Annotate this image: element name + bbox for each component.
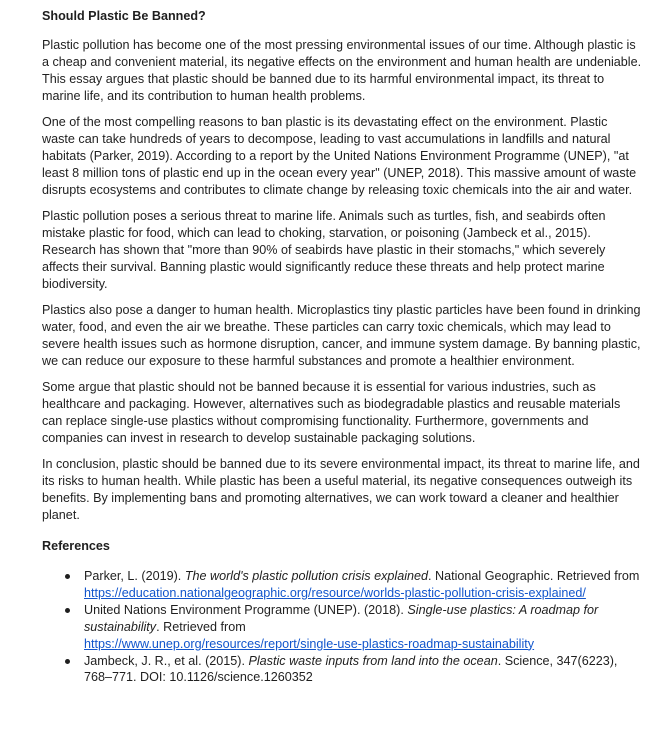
references-list xyxy=(42,568,643,686)
reference-title: Single-use plastics: A roadmap for sustainability xyxy=(84,602,599,634)
reference-link[interactable]: https://www.unep.org/resources/report/single-use-plastics-roadmap-sustainability xyxy=(84,636,535,651)
reference-item xyxy=(84,568,643,602)
reference-item xyxy=(84,653,643,687)
reference-title: The world's plastic pollution crisis explained xyxy=(184,568,429,583)
bullet-icon xyxy=(65,574,70,579)
reference-text: United Nations Environment Programme (UNEP). (2018). xyxy=(84,602,408,617)
paragraph-human-health: Plastics also pose a danger to human health. Microplastics tiny plastic particles have been found in drinking water, food, and even the air we breathe. These particles can carry toxic chemicals, which may lead to severe health issues such as hormone disruption, cancer, and immune system damage. By banning plastic, we can reduce our exposure to these harmful substances and promote a healthier environment. xyxy=(42,303,641,368)
reference-text: Parker, L. (2019). xyxy=(84,568,185,583)
paragraph-counterargument: Some argue that plastic should not be banned because it is essential for various industries, such as healthcare and packaging. However, alternatives such as biodegradable plastics and reusable materials can replace single-use plastics without compromising functionality. Furthermore, governments and companies can invest in research to develop sustainable packaging solutions. xyxy=(42,380,621,446)
reference-text: Jambeck, J. R., et al. (2015). xyxy=(84,653,249,668)
paragraph-marine-life: Plastic pollution poses a serious threat to marine life. Animals such as turtles, fish, and seabirds often mistake plastic for food, which can lead to choking, starvation, or poisoning (Jambeck et al., 2015). Research has shown that "more than 90% of seabirds have plastic in their stomachs," which severely affects their survival. Banning plastic would significantly reduce these threats and help protect marine biodiversity. xyxy=(42,209,606,291)
paragraph-conclusion: In conclusion, plastic should be banned due to its severe environmental impact, its threat to marine life, and its risks to human health. While plastic has been a useful material, its negative consequences outweigh its benefits. By implementing bans and promoting alternatives, we can work toward a cleaner and healthier planet. xyxy=(42,457,640,523)
paragraph-environment: One of the most compelling reasons to ban plastic is its devastating effect on the environment. Plastic waste can take hundreds of years to decompose, leading to vast accumulations in landfills and natural habitats (Parker, 2019). According to a report by the United Nations Environment Programme (UNEP), "at least 8 million tons of plastic end up in the ocean every year" (UNEP, 2018). This massive amount of waste disrupts ecosystems and contributes to climate change by releasing toxic chemicals into the air and water. xyxy=(42,115,637,197)
bullet-icon xyxy=(65,608,70,613)
reference-text: . Science, 347(6223), 768–771. DOI: 10.1126/science.1260352 xyxy=(84,653,618,685)
reference-item xyxy=(84,602,643,653)
essay-title: Should Plastic Be Banned? xyxy=(42,9,206,23)
reference-link[interactable]: https://education.nationalgeographic.org/resource/worlds-plastic-pollution-crisis-explained/ xyxy=(84,585,586,600)
reference-text: . Retrieved from xyxy=(156,619,246,634)
references-heading: References xyxy=(42,539,110,554)
bullet-icon xyxy=(65,659,70,664)
reference-title: Plastic waste inputs from land into the ocean xyxy=(248,653,498,668)
paragraph-intro: Plastic pollution has become one of the most pressing environmental issues of our time. Although plastic is a cheap and convenient material, its negative effects on the environment and human health are undeniable. This essay argues that plastic should be banned due to its harmful environmental impact, its threat to marine life, and its contribution to human health problems. xyxy=(42,38,642,103)
reference-text: . National Geographic. Retrieved from xyxy=(428,568,640,583)
